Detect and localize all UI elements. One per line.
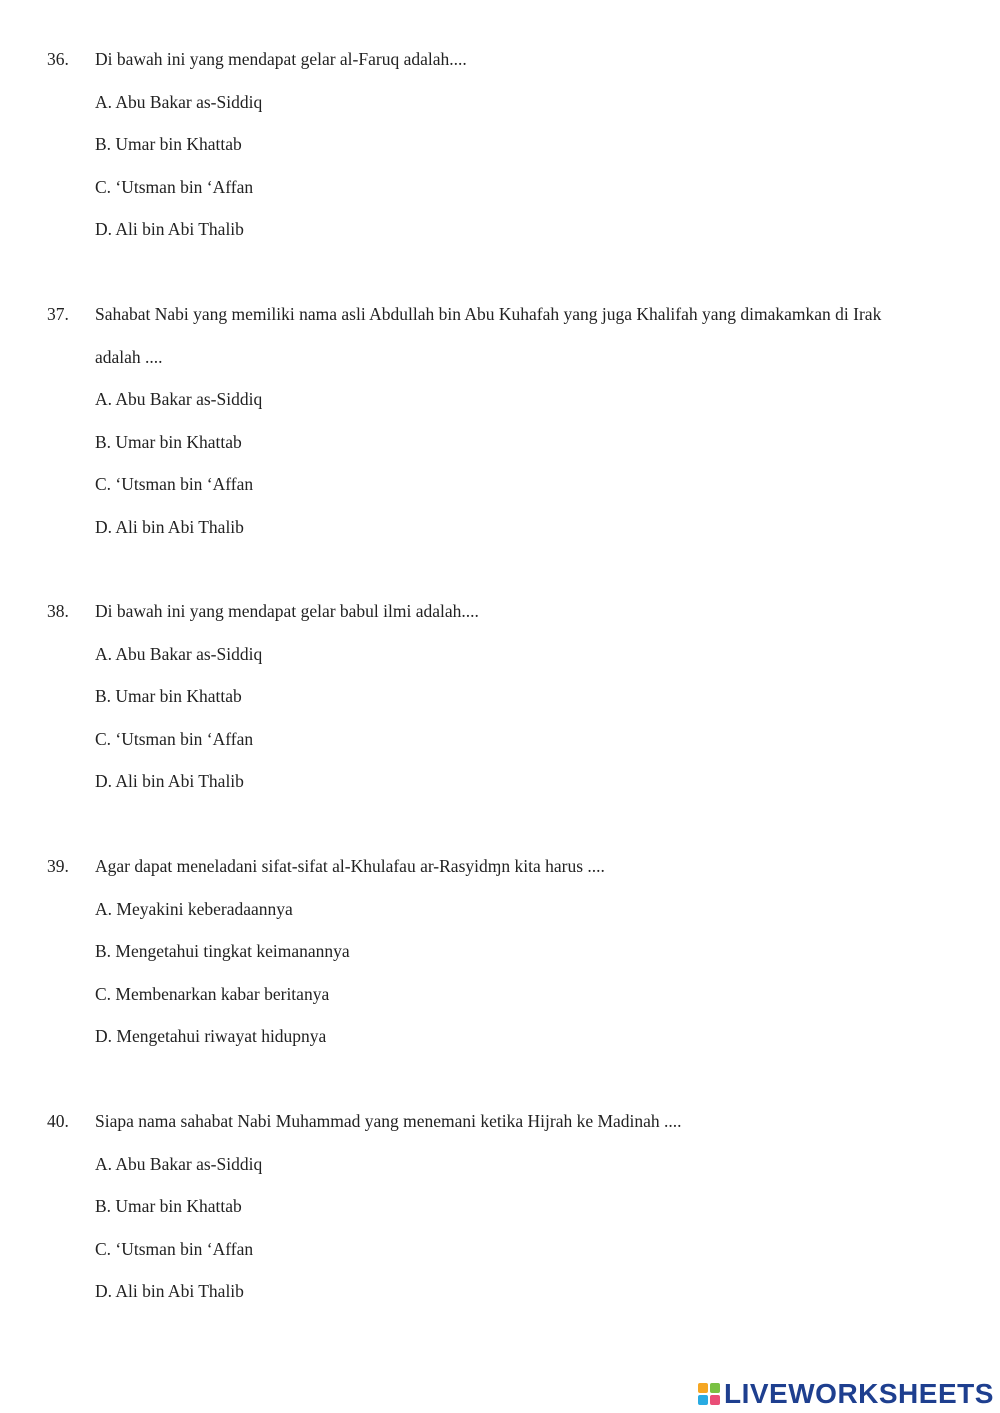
- option-d[interactable]: [0, 517, 1000, 560]
- option-b[interactable]: [0, 941, 1000, 984]
- brand-name: LIVEWORKSHEETS: [724, 1378, 994, 1409]
- option-c[interactable]: [0, 177, 1000, 220]
- option-b[interactable]: [0, 134, 1000, 177]
- question-line: [0, 49, 1000, 92]
- question-36: [0, 49, 1000, 262]
- question-text: Di bawah ini yang mendapat gelar al-Faruq adalah....: [95, 49, 467, 69]
- logo-cell: [710, 1383, 720, 1393]
- question-number: 39.: [47, 856, 69, 876]
- question-number: 37.: [47, 304, 69, 324]
- option-label: A. Abu Bakar as-Siddiq: [95, 389, 263, 409]
- question-number: 40.: [47, 1111, 69, 1131]
- question-line-continued: [0, 347, 1000, 390]
- liveworksheets-logo: [698, 1377, 994, 1411]
- option-c[interactable]: [0, 474, 1000, 517]
- option-c[interactable]: [0, 984, 1000, 1027]
- question-37: [0, 304, 1000, 559]
- question-line: [0, 304, 1000, 347]
- option-b[interactable]: [0, 1196, 1000, 1239]
- option-d[interactable]: [0, 219, 1000, 262]
- question-38: [0, 601, 1000, 814]
- option-c[interactable]: [0, 1239, 1000, 1282]
- option-label: D. Ali bin Abi Thalib: [95, 1281, 244, 1301]
- option-a[interactable]: [0, 644, 1000, 687]
- logo-cell: [698, 1383, 708, 1393]
- option-c[interactable]: [0, 729, 1000, 772]
- option-label: A. Meyakini keberadaannya: [95, 898, 293, 919]
- option-label: D. Mengetahui riwayat hidupnya: [95, 1026, 327, 1046]
- question-text: Di bawah ini yang mendapat gelar babul ilmi adalah....: [95, 601, 479, 621]
- question-40: [0, 1111, 1000, 1324]
- question-line: [0, 1111, 1000, 1154]
- option-b[interactable]: [0, 432, 1000, 475]
- question-line: [0, 856, 1000, 899]
- option-a[interactable]: [0, 92, 1000, 135]
- option-label: B. Mengetahui tingkat keimanannya: [95, 941, 350, 961]
- option-label: D. Ali bin Abi Thalib: [95, 219, 244, 239]
- option-label: C. ‘Utsman bin ‘Affan: [95, 728, 254, 749]
- option-a[interactable]: [0, 389, 1000, 432]
- option-label: B. Umar bin Khattab: [95, 431, 242, 452]
- question-text: Agar dapat meneladani sifat-sifat al-Khulafau ar-Rasyidɱn kita harus ....: [95, 856, 605, 876]
- option-label: A. Abu Bakar as-Siddiq: [95, 91, 263, 112]
- question-39: [0, 856, 1000, 1069]
- option-label: C. ‘Utsman bin ‘Affan: [95, 474, 254, 494]
- question-text: adalah ....: [95, 346, 163, 367]
- option-label: B. Umar bin Khattab: [95, 1196, 242, 1216]
- option-label: C. ‘Utsman bin ‘Affan: [95, 176, 254, 197]
- option-label: C. ‘Utsman bin ‘Affan: [95, 1238, 254, 1259]
- logo-mark-icon: [698, 1383, 720, 1405]
- option-label: D. Ali bin Abi Thalib: [95, 771, 244, 791]
- option-label: A. Abu Bakar as-Siddiq: [95, 1153, 263, 1174]
- option-d[interactable]: [0, 1026, 1000, 1069]
- question-line: [0, 601, 1000, 644]
- option-label: A. Abu Bakar as-Siddiq: [95, 643, 263, 664]
- question-text: Sahabat Nabi yang memiliki nama asli Abdullah bin Abu Kuhafah yang juga Khalifah yang dimakamkan di Irak: [95, 304, 882, 324]
- question-number: 38.: [47, 601, 69, 621]
- option-d[interactable]: [0, 1281, 1000, 1324]
- option-label: C. Membenarkan kabar beritanya: [95, 983, 330, 1004]
- option-d[interactable]: [0, 771, 1000, 814]
- option-label: B. Umar bin Khattab: [95, 686, 242, 706]
- option-a[interactable]: [0, 899, 1000, 942]
- question-number: 36.: [47, 49, 69, 69]
- option-a[interactable]: [0, 1154, 1000, 1197]
- option-label: D. Ali bin Abi Thalib: [95, 516, 244, 537]
- logo-cell: [698, 1395, 708, 1405]
- question-text: Siapa nama sahabat Nabi Muhammad yang menemani ketika Hijrah ke Madinah ....: [95, 1111, 682, 1131]
- option-label: B. Umar bin Khattab: [95, 134, 242, 154]
- option-b[interactable]: [0, 686, 1000, 729]
- logo-cell: [710, 1395, 720, 1405]
